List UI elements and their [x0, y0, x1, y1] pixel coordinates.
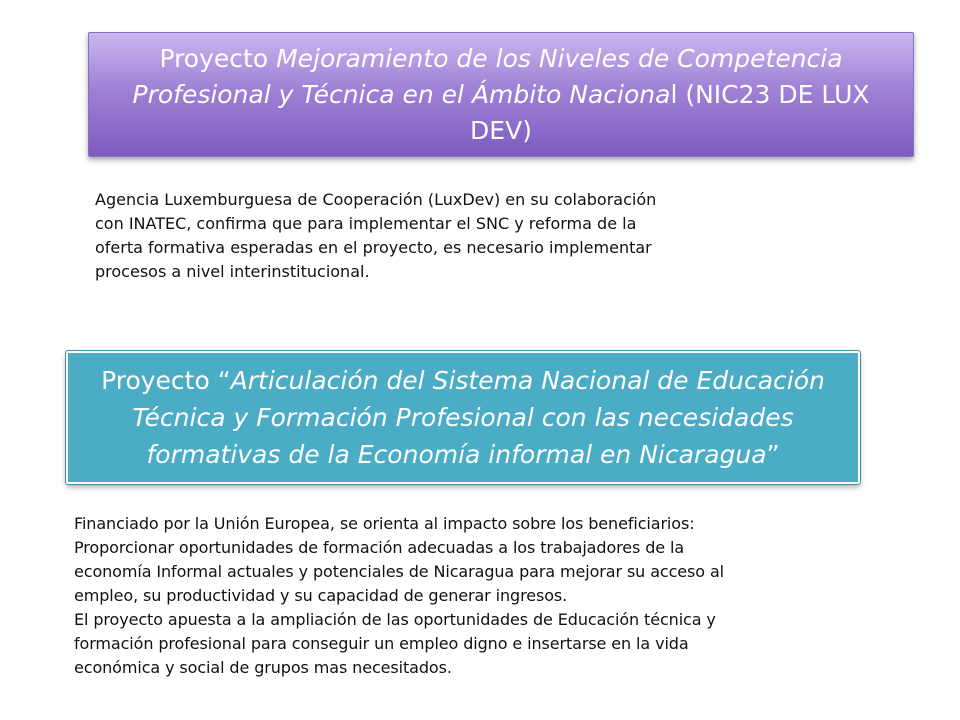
paragraph-line: El proyecto apuesta a la ampliación de las oportunidades de Educación técnica y	[74, 610, 716, 629]
paragraph-line: empleo, su productividad y su capacidad de generar ingresos.	[74, 586, 568, 605]
paragraph-line: Agencia Luxemburguesa de Cooperación (LuxDev) en su colaboración	[95, 190, 657, 209]
project-title-nic23	[117, 41, 885, 149]
title-prefix: Proyecto “	[101, 366, 231, 395]
paragraph-line: economía Informal actuales y potenciales de Nicaragua para mejorar su acceso al	[74, 562, 725, 581]
title-italic: Articulación del Sistema Nacional de Educación Técnica y Formación Profesional con las necesidades formativas de la Economía informal en Nicaragua	[132, 366, 825, 469]
paragraph-line: oferta formativa esperadas en el proyecto, es necesario implementar	[95, 238, 652, 257]
eu-paragraph	[74, 512, 724, 680]
luxdev-paragraph	[95, 188, 656, 284]
paragraph-line: Financiado por la Unión Europea, se orienta al impacto sobre los beneficiarios:	[74, 514, 695, 533]
paragraph-line: Proporcionar oportunidades de formación adecuadas a los trabajadores de la	[74, 538, 685, 557]
title-italic: Mejoramiento de los Niveles de Competencia Profesional y Técnica en el Ámbito Naciona	[132, 43, 843, 109]
paragraph-line: con INATEC, confirma que para implementar el SNC y reforma de la	[95, 214, 637, 233]
title-suffix: ”	[766, 440, 780, 469]
paragraph-line: procesos a nivel interinstitucional.	[95, 262, 370, 281]
project-title-eu	[92, 362, 834, 473]
title-suffix: l (NIC23 DE LUX DEV)	[470, 79, 870, 145]
title-prefix: Proyecto	[159, 43, 277, 73]
project-title-banner-eu	[66, 351, 860, 484]
paragraph-line: económica y social de grupos mas necesitados.	[74, 658, 452, 677]
project-title-banner-nic23	[88, 32, 914, 157]
paragraph-line: formación profesional para conseguir un empleo digno e insertarse en la vida	[74, 634, 689, 653]
